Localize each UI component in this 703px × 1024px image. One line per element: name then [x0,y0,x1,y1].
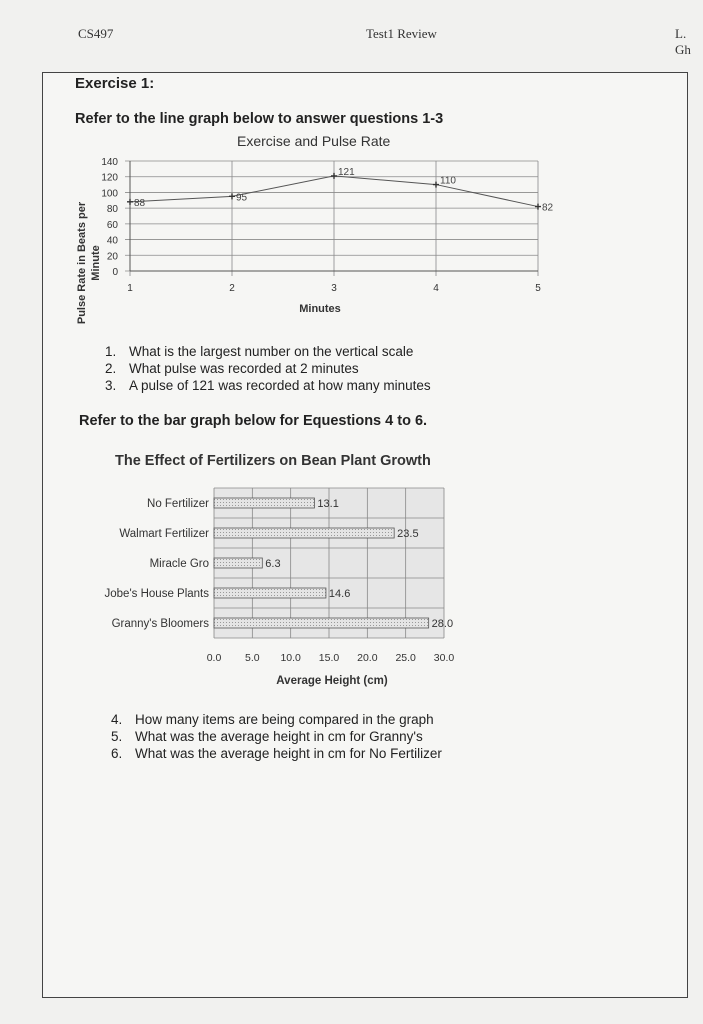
bar-data-label: 13.1 [317,498,339,510]
bar [214,588,326,598]
line-chart-x-ticks [127,283,541,294]
line-point-marker [433,182,439,188]
line-point-marker [331,173,337,179]
line-data-label: 110 [440,175,456,187]
question-3: 3. A pulse of 121 was recorded at how many minutes [105,378,431,393]
question-5: 5. What was the average height in cm for Granny's [111,729,423,744]
bar-x-tick-label: 0.0 [206,652,222,664]
bar-category-label: Walmart Fertilizer [119,528,209,540]
line-x-tick-label: 1 [127,283,133,294]
bar-chart-xlabel: Average Height (cm) [276,675,388,687]
bar-data-label: 23.5 [397,528,419,540]
line-data-label: 88 [134,197,146,209]
line-point-marker [127,199,133,205]
bar-x-tick-label: 15.0 [318,652,340,664]
line-chart-ylabel-2: Minute [90,245,102,281]
bar-x-tick-label: 5.0 [245,652,260,664]
line-y-tick-label: 100 [101,188,118,200]
document-title: Test1 Review [366,26,437,41]
line-y-tick-label: 40 [106,235,118,247]
bar-chart-categories [105,498,210,630]
line-chart-xlabel: Minutes [299,303,341,315]
bar [214,618,429,628]
bar-category-label: Granny's Bloomers [111,618,209,630]
line-x-tick-label: 4 [433,283,439,294]
bar-chart [79,478,499,693]
author-initials: L. Gh [675,26,691,57]
bar-graph-instructions: Refer to the bar graph below for Equestions 4 to 6. [79,413,428,429]
question-2: 2. What pulse was recorded at 2 minutes [105,361,359,376]
line-data-label: 82 [542,202,554,214]
line-x-tick-label: 2 [229,283,235,294]
line-point-marker [535,204,541,210]
bar [214,558,262,568]
bar-data-label: 6.3 [265,558,281,570]
line-y-tick-label: 60 [106,219,118,231]
bar-x-tick-label: 25.0 [395,652,416,664]
bar-questions [111,711,442,762]
bar-x-tick-label: 30.0 [433,652,455,664]
line-chart-y-ticks [101,157,118,278]
line-data-label: 95 [236,192,248,204]
question-1: 1. What is the largest number on the vertical scale [105,344,414,359]
line-chart-title: Exercise and Pulse Rate [237,133,391,149]
line-chart-points [127,167,554,214]
line-y-tick-label: 80 [106,204,118,216]
bar-category-label: No Fertilizer [147,498,209,510]
line-chart [65,153,554,325]
line-chart-ylabel: Pulse Rate in Beats per [76,201,88,325]
question-6: 6. What was the average height in cm for No Fertilizer [111,746,442,761]
line-x-tick-label: 5 [535,283,541,294]
bar-category-label: Miracle Gro [149,558,209,570]
bar [214,498,314,508]
line-point-marker [229,193,235,199]
bar-chart-title: The Effect of Fertilizers on Bean Plant Growth [115,453,431,469]
bar-x-tick-label: 10.0 [280,652,301,664]
bar-x-tick-label: 20.0 [357,652,378,664]
course-code: CS497 [78,26,114,41]
question-4: 4. How many items are being compared in the graph [111,712,434,727]
line-y-tick-label: 120 [101,172,118,184]
line-data-label: 121 [338,166,355,178]
bar-category-label: Jobe's House Plants [104,588,209,600]
line-y-tick-label: 0 [112,267,118,278]
line-questions [105,343,431,394]
bar-chart-x-ticks [207,652,455,664]
bar-data-label: 14.6 [328,588,351,600]
line-x-tick-label: 3 [331,283,337,294]
line-y-tick-label: 140 [101,157,118,168]
line-chart-grid [125,161,538,276]
line-y-tick-label: 20 [106,251,118,263]
line-graph-instructions: Refer to the line graph below to answer questions 1-3 [75,111,444,127]
exercise-title: Exercise 1: [75,75,155,92]
exercise-box [42,72,688,998]
bar [214,528,394,538]
bar-data-label: 28.0 [431,618,454,630]
